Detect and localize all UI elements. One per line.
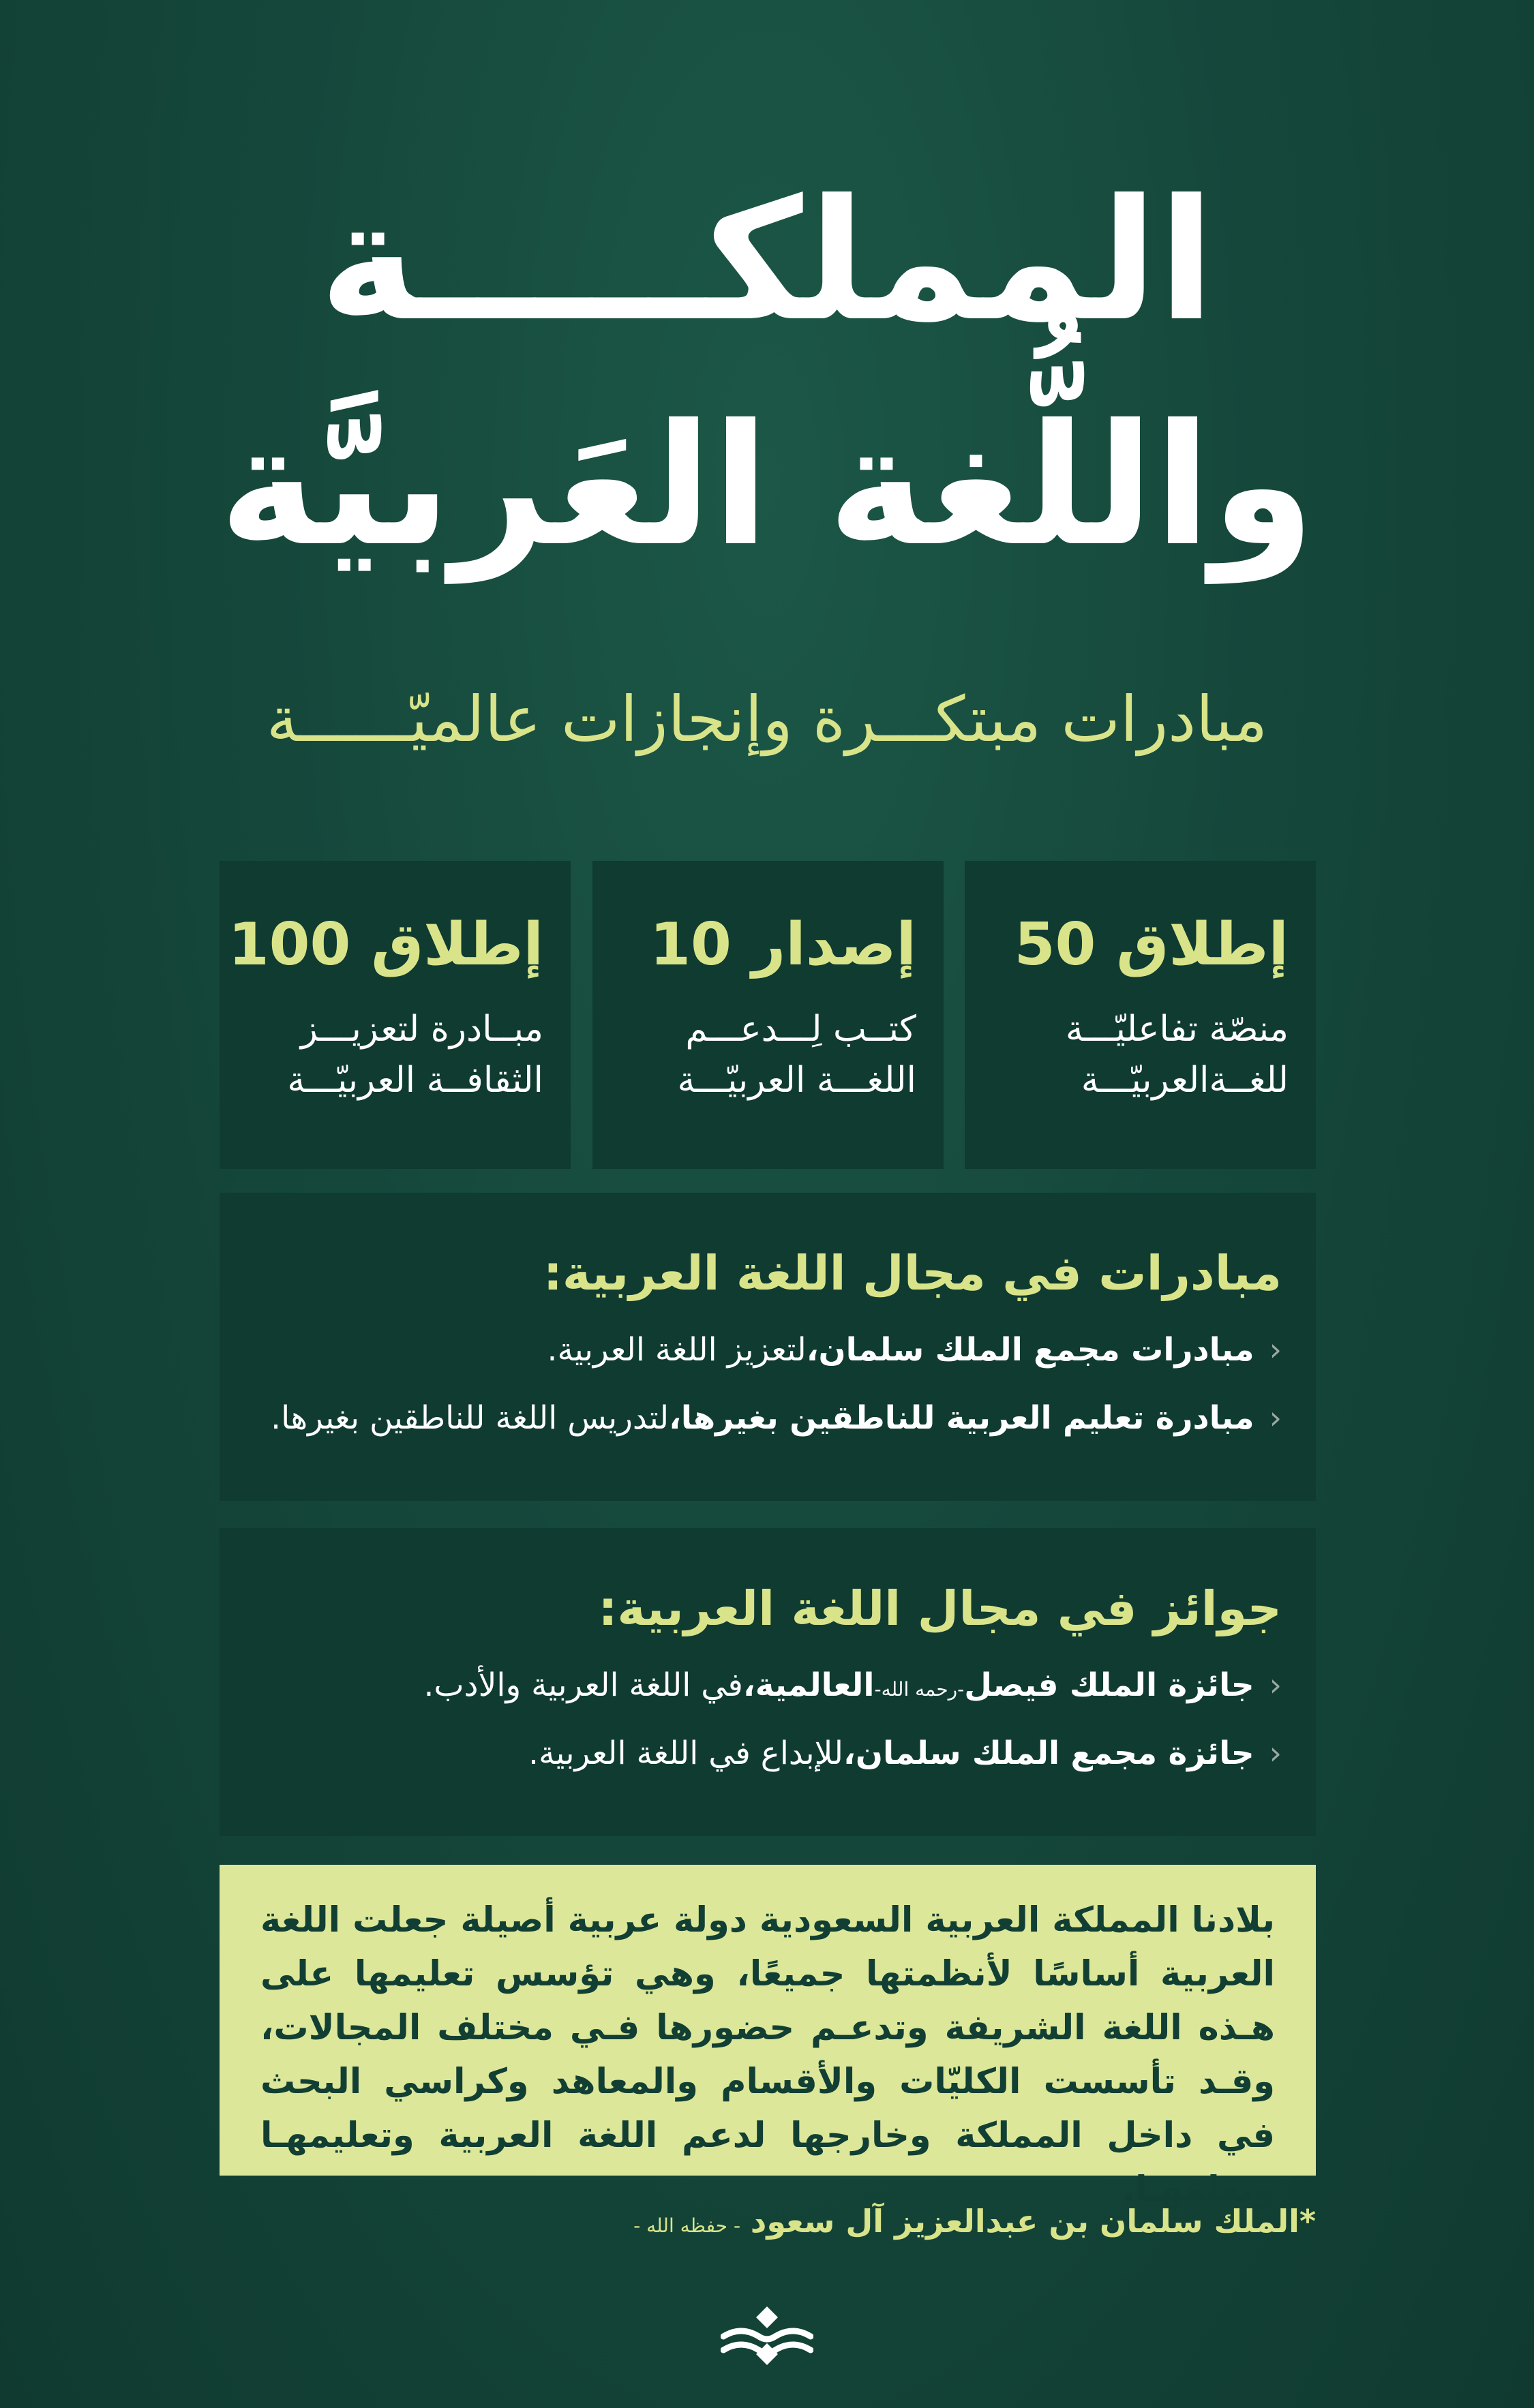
stat-desc-line-2: الثقافــة العربيّـــة — [287, 1060, 543, 1101]
stat-desc-line-2: للغــةالعربيّـــة — [1081, 1060, 1289, 1101]
stat-verb: إصدار — [751, 911, 916, 979]
initiatives-title: مبادرات في مجال اللغة العربية: — [543, 1245, 1282, 1301]
awards-list — [247, 1666, 1282, 1773]
stat-desc-line-1: كتــب لِـــدعـــم — [685, 1009, 916, 1050]
list-item — [247, 1399, 1282, 1437]
stat-heading — [992, 911, 1289, 979]
item-text: في اللغة العربية والأدب. — [423, 1666, 743, 1704]
awards-panel — [220, 1528, 1316, 1836]
stat-number: 100 — [228, 911, 351, 979]
quote-box: بلادنا المملكة العربية السعودية دولة عربية أصيلة جعلت اللغة العربية أساسًا لأنظمتها جميعًا، وهي تؤسس تعليمها على هـذه اللغة الشريفة وتدعـم حضورها فـي مختلف المجالات، وقـد تأسست الكليّات والأقسام والمعاهد وكراسي البحث في داخل المملكة وخارجها لدعم اللغة العربية وتعليمهـا وتعلمهـا. — [220, 1865, 1316, 2176]
stat-desc-line-2: اللغـــة العربيّـــة — [677, 1060, 916, 1101]
stat-heading — [228, 911, 543, 979]
stat-description — [992, 1004, 1289, 1107]
attribution-honorific: - حفظه الله - — [633, 2214, 741, 2237]
item-bold-text: مبادرة تعليم العربية للناطقين بغيرها، — [669, 1399, 1254, 1437]
stat-verb: إطلاق — [1116, 911, 1289, 979]
initiatives-list — [247, 1331, 1282, 1438]
list-item — [247, 1666, 1282, 1705]
attribution-name: *الملك سلمان بن عبدالعزيز آل سعود — [750, 2203, 1316, 2240]
stat-number: 10 — [650, 911, 732, 979]
quote-attribution — [614, 2203, 1316, 2240]
item-honorific: -رحمه الله- — [874, 1678, 965, 1701]
stat-desc-line-1: مبــادرة لتعزيـــز — [300, 1009, 543, 1050]
item-bold-text: جائزة مجمع الملك سلمان، — [843, 1735, 1254, 1773]
stat-verb: إطلاق — [371, 911, 543, 979]
stat-desc-line-1: منصّة تفاعليّـــة — [1065, 1009, 1289, 1050]
item-text: للإبداع في اللغة العربية. — [528, 1735, 844, 1773]
stat-card-initiatives — [220, 861, 571, 1169]
chevron-left-icon: ‹ — [1269, 1399, 1282, 1437]
chevron-left-icon: ‹ — [1269, 1735, 1282, 1772]
awards-title: جوائز في مجال اللغة العربية: — [598, 1581, 1282, 1636]
hero-title-line-1: المملكـــــة — [318, 164, 1216, 358]
item-bold-text: مبادرات مجمع الملك سلمان، — [806, 1331, 1254, 1369]
hero-title-line-2: واللُّغة العَربيَّة — [219, 388, 1315, 583]
item-bold-text-2: العالمية، — [742, 1666, 875, 1704]
stat-description — [620, 1004, 916, 1107]
chevron-left-icon: ‹ — [1269, 1666, 1282, 1703]
stat-card-books — [592, 861, 944, 1169]
chevron-left-icon: ‹ — [1269, 1331, 1282, 1368]
item-text: لتعزيز اللغة العربية. — [547, 1331, 807, 1369]
initiatives-panel — [220, 1193, 1316, 1501]
list-item — [247, 1331, 1282, 1369]
hero-subtitle: مبادرات مبتكـــرة وإنجازات عالميّــــــة — [266, 683, 1268, 756]
stat-number: 50 — [1014, 911, 1096, 979]
list-item — [247, 1735, 1282, 1773]
stat-heading — [620, 911, 916, 979]
item-text: لتدريس اللغة للناطقين بغيرها. — [271, 1399, 670, 1437]
item-bold-text: جائزة الملك فيصل — [964, 1666, 1254, 1704]
brand-logo-icon — [721, 2305, 813, 2366]
stat-card-platforms — [965, 861, 1316, 1169]
stat-description — [247, 1004, 543, 1107]
